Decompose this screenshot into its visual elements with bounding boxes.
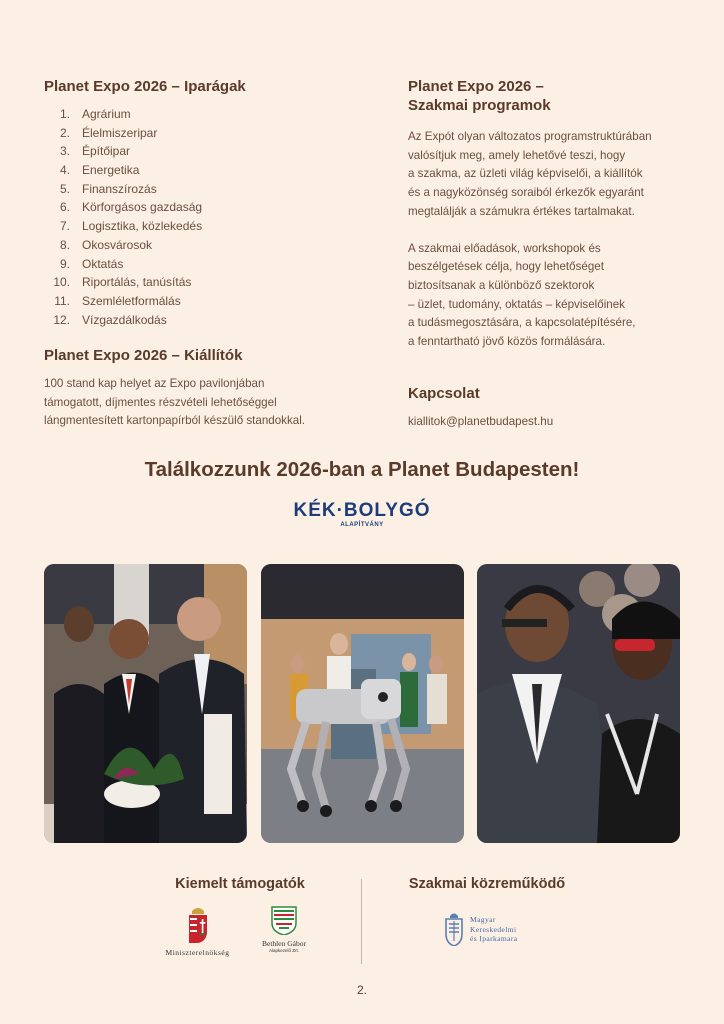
industry-number: 6. [59, 200, 70, 215]
industry-item [44, 161, 364, 180]
exhibitors-line: támogatott, díjmentes részvételi lehetőséggel [44, 395, 277, 409]
logo-sub: ALAPÍTVÁNY [340, 522, 384, 528]
industry-label: Körforgásos gazdaság [82, 200, 203, 215]
sponsor-bethlen-sub: Alapkezelő Zrt. [268, 948, 299, 953]
industry-label: Riportálás, tanúsítás [82, 275, 192, 290]
exhibitors-line: lángmentesített kartonpapírból készülő standokkal. [44, 414, 306, 428]
industry-number: 11. [54, 293, 70, 308]
industry-item [44, 311, 364, 330]
exhibitors-title: Planet Expo 2026 – Kiállítók [44, 347, 243, 364]
programs-line: a fenntartható jövő közös formálására. [408, 335, 606, 349]
programs-line: a tudásmegosztására, a kapcsolatépítésére, [408, 316, 636, 330]
hungarian-coat-of-arms-icon [187, 905, 209, 943]
industry-number: 9. [59, 256, 70, 271]
programs-title-line: Szakmai programok [408, 97, 551, 114]
contact-email-link[interactable]: kiallitok@planetbudapest.hu [408, 415, 554, 428]
exhibitors-text [44, 375, 364, 431]
industry-item [44, 180, 364, 199]
chamber-line: Kereskedelmi [470, 924, 517, 934]
programs-line: megtalálják a számukra értékes tartalmakat. [408, 204, 635, 218]
photo-audience [477, 564, 680, 843]
programs-line: Az Expót olyan változatos programstruktúrában [408, 130, 652, 143]
sponsor-bethlen-label: Bethlen Gábor [262, 939, 306, 948]
industry-number: 10. [53, 275, 70, 290]
programs-section [408, 77, 698, 352]
industry-item [44, 105, 364, 124]
industry-label: Oktatás [82, 256, 124, 271]
industries-title: Planet Expo 2026 – Iparágak [44, 78, 246, 95]
photo-robot-dog-image [261, 564, 464, 843]
professional-partner-title: Szakmai közreműködő [408, 876, 566, 892]
industry-label: Energetika [82, 163, 140, 178]
programs-line: és a nagyközönség soraiból érkezők egyaránt [408, 186, 644, 200]
programs-line: – üzlet, tudomány, oktatás – képviselőinek [408, 297, 625, 311]
programs-line: biztosítsanak a különböző szektorok [408, 278, 595, 292]
programs-line: beszélgetések célja, hogy lehetőséget [408, 260, 604, 274]
industry-item [44, 124, 364, 143]
industry-label: Szemléletformálás [82, 293, 181, 308]
contact-title: Kapcsolat [408, 385, 480, 402]
industry-item [44, 273, 364, 292]
industry-number: 12. [53, 312, 70, 327]
contact-section [408, 384, 698, 432]
sponsor-miniszterelnokseg-label: Miniszterelnökség [165, 948, 230, 957]
industry-label: Finanszírozás [82, 181, 157, 196]
programs-paragraph-2 [408, 240, 698, 352]
industry-label: Építőipar [82, 144, 131, 159]
programs-line: A szakmai előadások, workshopok és [408, 241, 601, 255]
exhibitors-line: 100 stand kap helyet az Expo pavilonjában [44, 377, 265, 390]
photo-exhibition-plant [44, 564, 247, 843]
sponsor-miniszterelnokseg [155, 905, 240, 957]
industry-item [44, 217, 364, 236]
industries-section [44, 77, 364, 329]
logo-main: KÉK·BOLYGÓ [293, 500, 431, 521]
programs-paragraph-1 [408, 128, 698, 222]
chamber-crest-icon [444, 912, 464, 946]
featured-sponsors-title: Kiemelt támogatók [175, 876, 305, 892]
sponsor-chamber [444, 912, 554, 946]
sponsors-divider [361, 879, 362, 964]
programs-title-line: Planet Expo 2026 – [408, 78, 544, 95]
industry-number: 2. [59, 125, 70, 140]
programs-line: valósítjuk meg, amely lehetővé teszi, hogy [408, 148, 626, 162]
industry-label: Okosvárosok [82, 237, 153, 252]
industry-number: 4. [59, 163, 70, 178]
industry-label: Agrárium [82, 107, 131, 121]
industry-item [44, 142, 364, 161]
industry-number: 1. [59, 107, 70, 121]
exhibitors-section [44, 346, 364, 431]
photo-robot-dog [261, 564, 464, 843]
industry-number: 7. [59, 219, 70, 234]
industries-list [44, 105, 364, 329]
industry-item [44, 198, 364, 217]
chamber-line: Magyar [470, 915, 496, 924]
industry-number: 3. [59, 144, 70, 159]
photo-audience-image [477, 564, 680, 843]
industry-number: 5. [59, 181, 70, 196]
sponsor-bethlen-gabor [254, 905, 314, 953]
industry-item [44, 255, 364, 274]
headline: Találkozzunk 2026-ban a Planet Budapesten! [144, 458, 580, 481]
programs-line: a szakma, az üzleti világ képviselői, a kiállítók [408, 167, 643, 181]
photo-exhibition-plant-image [44, 564, 247, 843]
industry-item [44, 292, 364, 311]
industry-label: Logisztika, közlekedés [82, 219, 203, 234]
industry-number: 8. [59, 237, 70, 252]
page-number: 2. [356, 983, 367, 997]
bethlen-gabor-logo-icon [270, 905, 298, 935]
sponsor-chamber-label [470, 915, 517, 944]
kek-bolygo-logo [262, 500, 462, 528]
industry-label: Élelmiszeripar [82, 125, 158, 140]
industry-label: Vízgazdálkodás [82, 312, 167, 327]
industry-item [44, 236, 364, 255]
chamber-line: és Iparkamara [470, 934, 518, 943]
programs-title [408, 77, 698, 115]
